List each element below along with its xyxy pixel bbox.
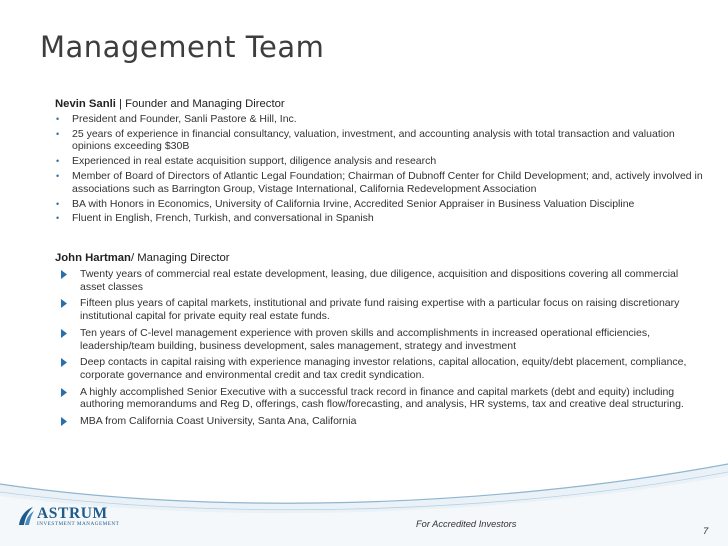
person-heading <box>55 97 715 111</box>
dot-bullet-icon: • <box>56 114 60 124</box>
list-item-text: Twenty years of commercial real estate development, leasing, due diligence, acquisition and dispositions covering all commercial asset classes <box>80 268 679 293</box>
list-item <box>55 128 715 153</box>
dot-bullet-icon: • <box>56 156 60 167</box>
person-role: Founder and Managing Director <box>125 98 285 110</box>
list-item-text: 25 years of experience in financial consultancy, valuation, investment, and accounting analysis with total transaction and valuation opinions exceeding $30B <box>72 127 675 153</box>
triangle-arrow-icon <box>61 417 67 426</box>
footer-wave-band <box>0 462 728 546</box>
list-item-text: Deep contacts in capital raising with experience managing investor relations, capital allocation, equity/debt placement, compliance, corporate governance and environmental credit and tax credit syndication. <box>80 356 687 381</box>
logo-subtitle: INVESTMENT MANAGEMENT <box>37 521 120 527</box>
list-item <box>55 113 715 126</box>
list-item <box>55 155 715 168</box>
list-item-text: President and Founder, Sanli Pastore & Hill, Inc. <box>72 113 297 125</box>
triangle-arrow-icon <box>61 388 67 397</box>
list-item <box>55 170 715 195</box>
bullet-list <box>55 113 715 225</box>
page-number: 7 <box>703 526 709 537</box>
dot-bullet-icon: • <box>56 171 60 182</box>
triangle-arrow-icon <box>61 299 67 308</box>
list-item <box>55 198 715 211</box>
logo-name: ASTRUM <box>37 505 108 522</box>
list-item <box>55 268 695 293</box>
dot-bullet-icon: • <box>56 128 60 139</box>
list-item <box>55 386 695 411</box>
person-section-nevin-sanli <box>55 97 715 227</box>
footer-disclaimer: For Accredited Investors <box>416 519 517 529</box>
triangle-arrow-icon <box>61 270 67 279</box>
page-title: Management Team <box>40 30 325 64</box>
person-section-john-hartman <box>55 251 695 432</box>
list-item <box>55 356 695 381</box>
person-role: Managing Director <box>137 252 230 264</box>
list-item-text: Experienced in real estate acquisition support, diligence analysis and research <box>72 155 437 168</box>
triangle-arrow-icon <box>61 358 67 367</box>
list-item-text: Member of Board of Directors of Atlantic Legal Foundation; Chairman of Dubnoff Center for Child Development; and, actively involved in associations such as Barrington Group, Vistage International, California Redevelopment Association <box>72 170 703 195</box>
list-item <box>55 297 695 322</box>
heading-separator: | <box>115 98 126 110</box>
astrum-logo <box>17 505 120 527</box>
person-heading <box>55 251 695 265</box>
person-name: Nevin Sanli <box>55 98 116 110</box>
bullet-list <box>55 268 695 428</box>
list-item <box>55 212 715 225</box>
triangle-arrow-icon <box>61 329 67 338</box>
list-item-text: MBA from California Coast University, Santa Ana, California <box>80 415 357 428</box>
list-item-text: Fifteen plus years of capital markets, institutional and private fund raising expertise with a particular focus on raising discretionary institutional capital for private equity real estate funds. <box>80 297 680 323</box>
list-item <box>55 327 695 352</box>
logo-mark-icon <box>17 506 35 526</box>
list-item-text: BA with Honors in Economics, University of California Irvine, Accredited Senior Appraiser in Business Valuation Discipline <box>72 197 635 210</box>
dot-bullet-icon: • <box>56 213 60 224</box>
dot-bullet-icon: • <box>56 198 60 209</box>
list-item-text: Ten years of C-level management experience with proven skills and accomplishments in increased operational efficiencies, leadership/team building, business development, sales management, strategy and investment <box>80 326 651 352</box>
list-item-text: A highly accomplished Senior Executive with a successful track record in finance and capital markets (debt and equity) including authoring memorandums and Reg D, offerings, cash flow/forecasting, and analysis, HR systems, tax and creative deal structuring. <box>80 385 684 411</box>
list-item <box>55 415 695 428</box>
list-item-text: Fluent in English, French, Turkish, and conversational in Spanish <box>72 212 374 225</box>
heading-separator: / <box>130 252 138 264</box>
person-name: John Hartman <box>55 252 131 264</box>
